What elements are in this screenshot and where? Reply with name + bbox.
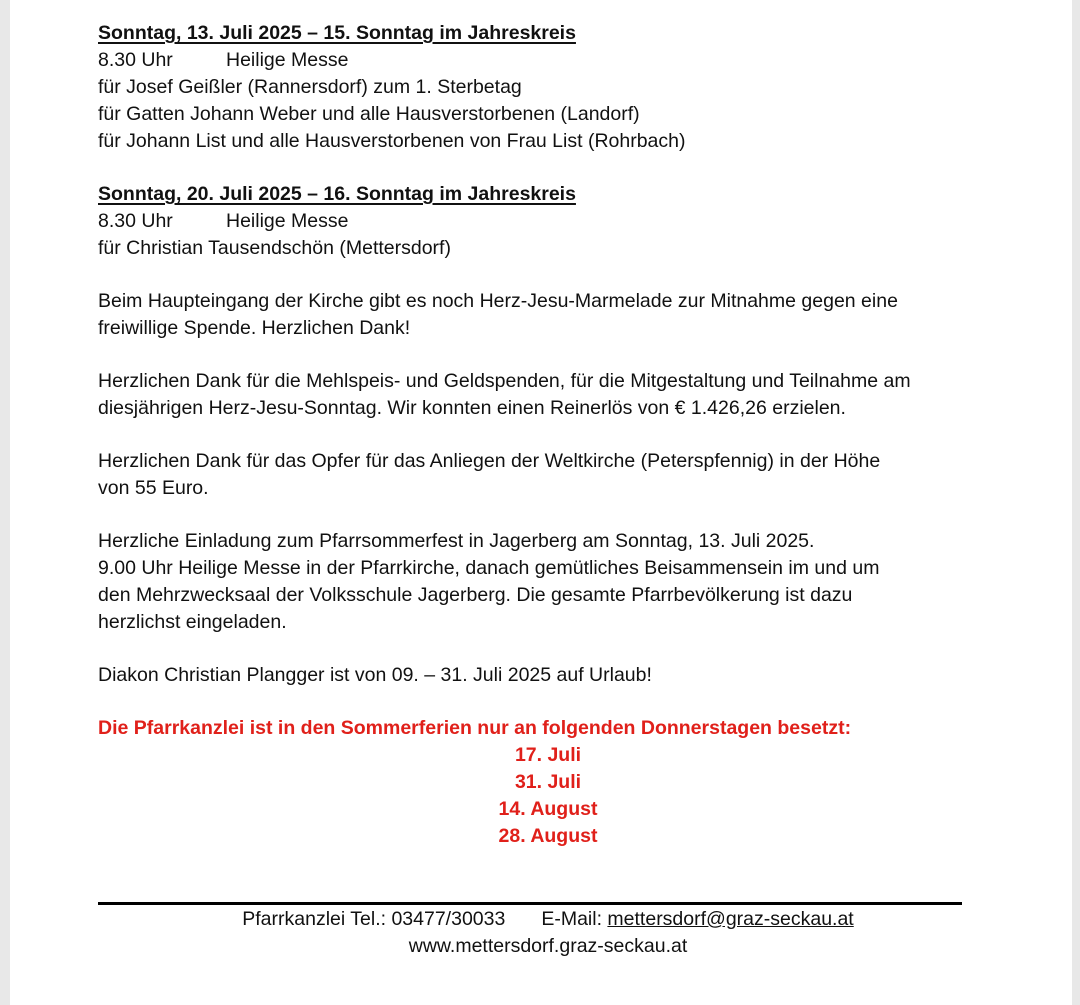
office-date: 17. Juli xyxy=(514,744,582,766)
thanks-donations-line: diesjährigen Herz-Jesu-Sonntag. Wir konnten einen Reinerlös von € 1.426,26 erzielen. xyxy=(98,397,846,419)
page-content xyxy=(98,20,1018,850)
section1-mass-line xyxy=(98,47,1018,74)
section2-heading: Sonntag, 20. Juli 2025 – 16. Sonntag im Jahreskreis xyxy=(98,183,576,205)
footer-contact-line xyxy=(98,906,998,933)
footer-website-link[interactable]: www.mettersdorf.graz-seckau.at xyxy=(408,935,688,957)
invitation-line: herzlichst eingeladen. xyxy=(98,611,287,633)
section2-mass-line xyxy=(98,208,1018,235)
document-page xyxy=(10,0,1072,1005)
marmalade-paragraph-line: freiwillige Spende. Herzlichen Dank! xyxy=(98,317,411,339)
office-hours-notice: Die Pfarrkanzlei ist in den Sommerferien nur an folgenden Donnerstagen besetzt: xyxy=(98,717,852,739)
section2-event: Heilige Messe xyxy=(226,210,349,232)
section1-intention: für Gatten Johann Weber und alle Hausverstorbenen (Landorf) xyxy=(98,103,640,125)
footer-email-label: E-Mail: xyxy=(541,908,602,930)
invitation-line: den Mehrzwecksaal der Volksschule Jagerberg. Die gesamte Pfarrbevölkerung ist dazu xyxy=(98,584,853,606)
office-date: 28. August xyxy=(498,825,598,847)
section1-intention: für Josef Geißler (Rannersdorf) zum 1. Sterbetag xyxy=(98,76,522,98)
office-date: 31. Juli xyxy=(514,771,582,793)
section2-time: 8.30 Uhr xyxy=(98,210,173,232)
footer xyxy=(98,906,998,960)
section2-intention: für Christian Tausendschön (Mettersdorf) xyxy=(98,237,451,259)
section1-intention: für Johann List und alle Hausverstorbenen von Frau List (Rohrbach) xyxy=(98,130,686,152)
section1-time: 8.30 Uhr xyxy=(98,49,173,71)
footer-phone: Pfarrkanzlei Tel.: 03477/30033 xyxy=(242,908,506,930)
thanks-donations-line: Herzlichen Dank für die Mehlspeis- und Geldspenden, für die Mitgestaltung und Teilnahme am xyxy=(98,370,911,392)
office-date: 14. August xyxy=(498,798,598,820)
footer-email-link[interactable]: mettersdorf@graz-seckau.at xyxy=(607,908,854,930)
invitation-line: Herzliche Einladung zum Pfarrsommerfest in Jagerberg am Sonntag, 13. Juli 2025. xyxy=(98,530,815,552)
peterspfennig-line: Herzlichen Dank für das Opfer für das Anliegen der Weltkirche (Peterspfennig) in der Höhe xyxy=(98,450,881,472)
section1-event: Heilige Messe xyxy=(226,49,349,71)
vacation-notice: Diakon Christian Plangger ist von 09. – 31. Juli 2025 auf Urlaub! xyxy=(98,664,652,686)
section1-heading: Sonntag, 13. Juli 2025 – 15. Sonntag im Jahreskreis xyxy=(98,22,576,44)
invitation-line: 9.00 Uhr Heilige Messe in der Pfarrkirche, danach gemütliches Beisammensein im und um xyxy=(98,557,880,579)
marmalade-paragraph-line: Beim Haupteingang der Kirche gibt es noch Herz-Jesu-Marmelade zur Mitnahme gegen eine xyxy=(98,290,898,312)
peterspfennig-line: von 55 Euro. xyxy=(98,477,209,499)
footer-divider xyxy=(98,902,962,905)
